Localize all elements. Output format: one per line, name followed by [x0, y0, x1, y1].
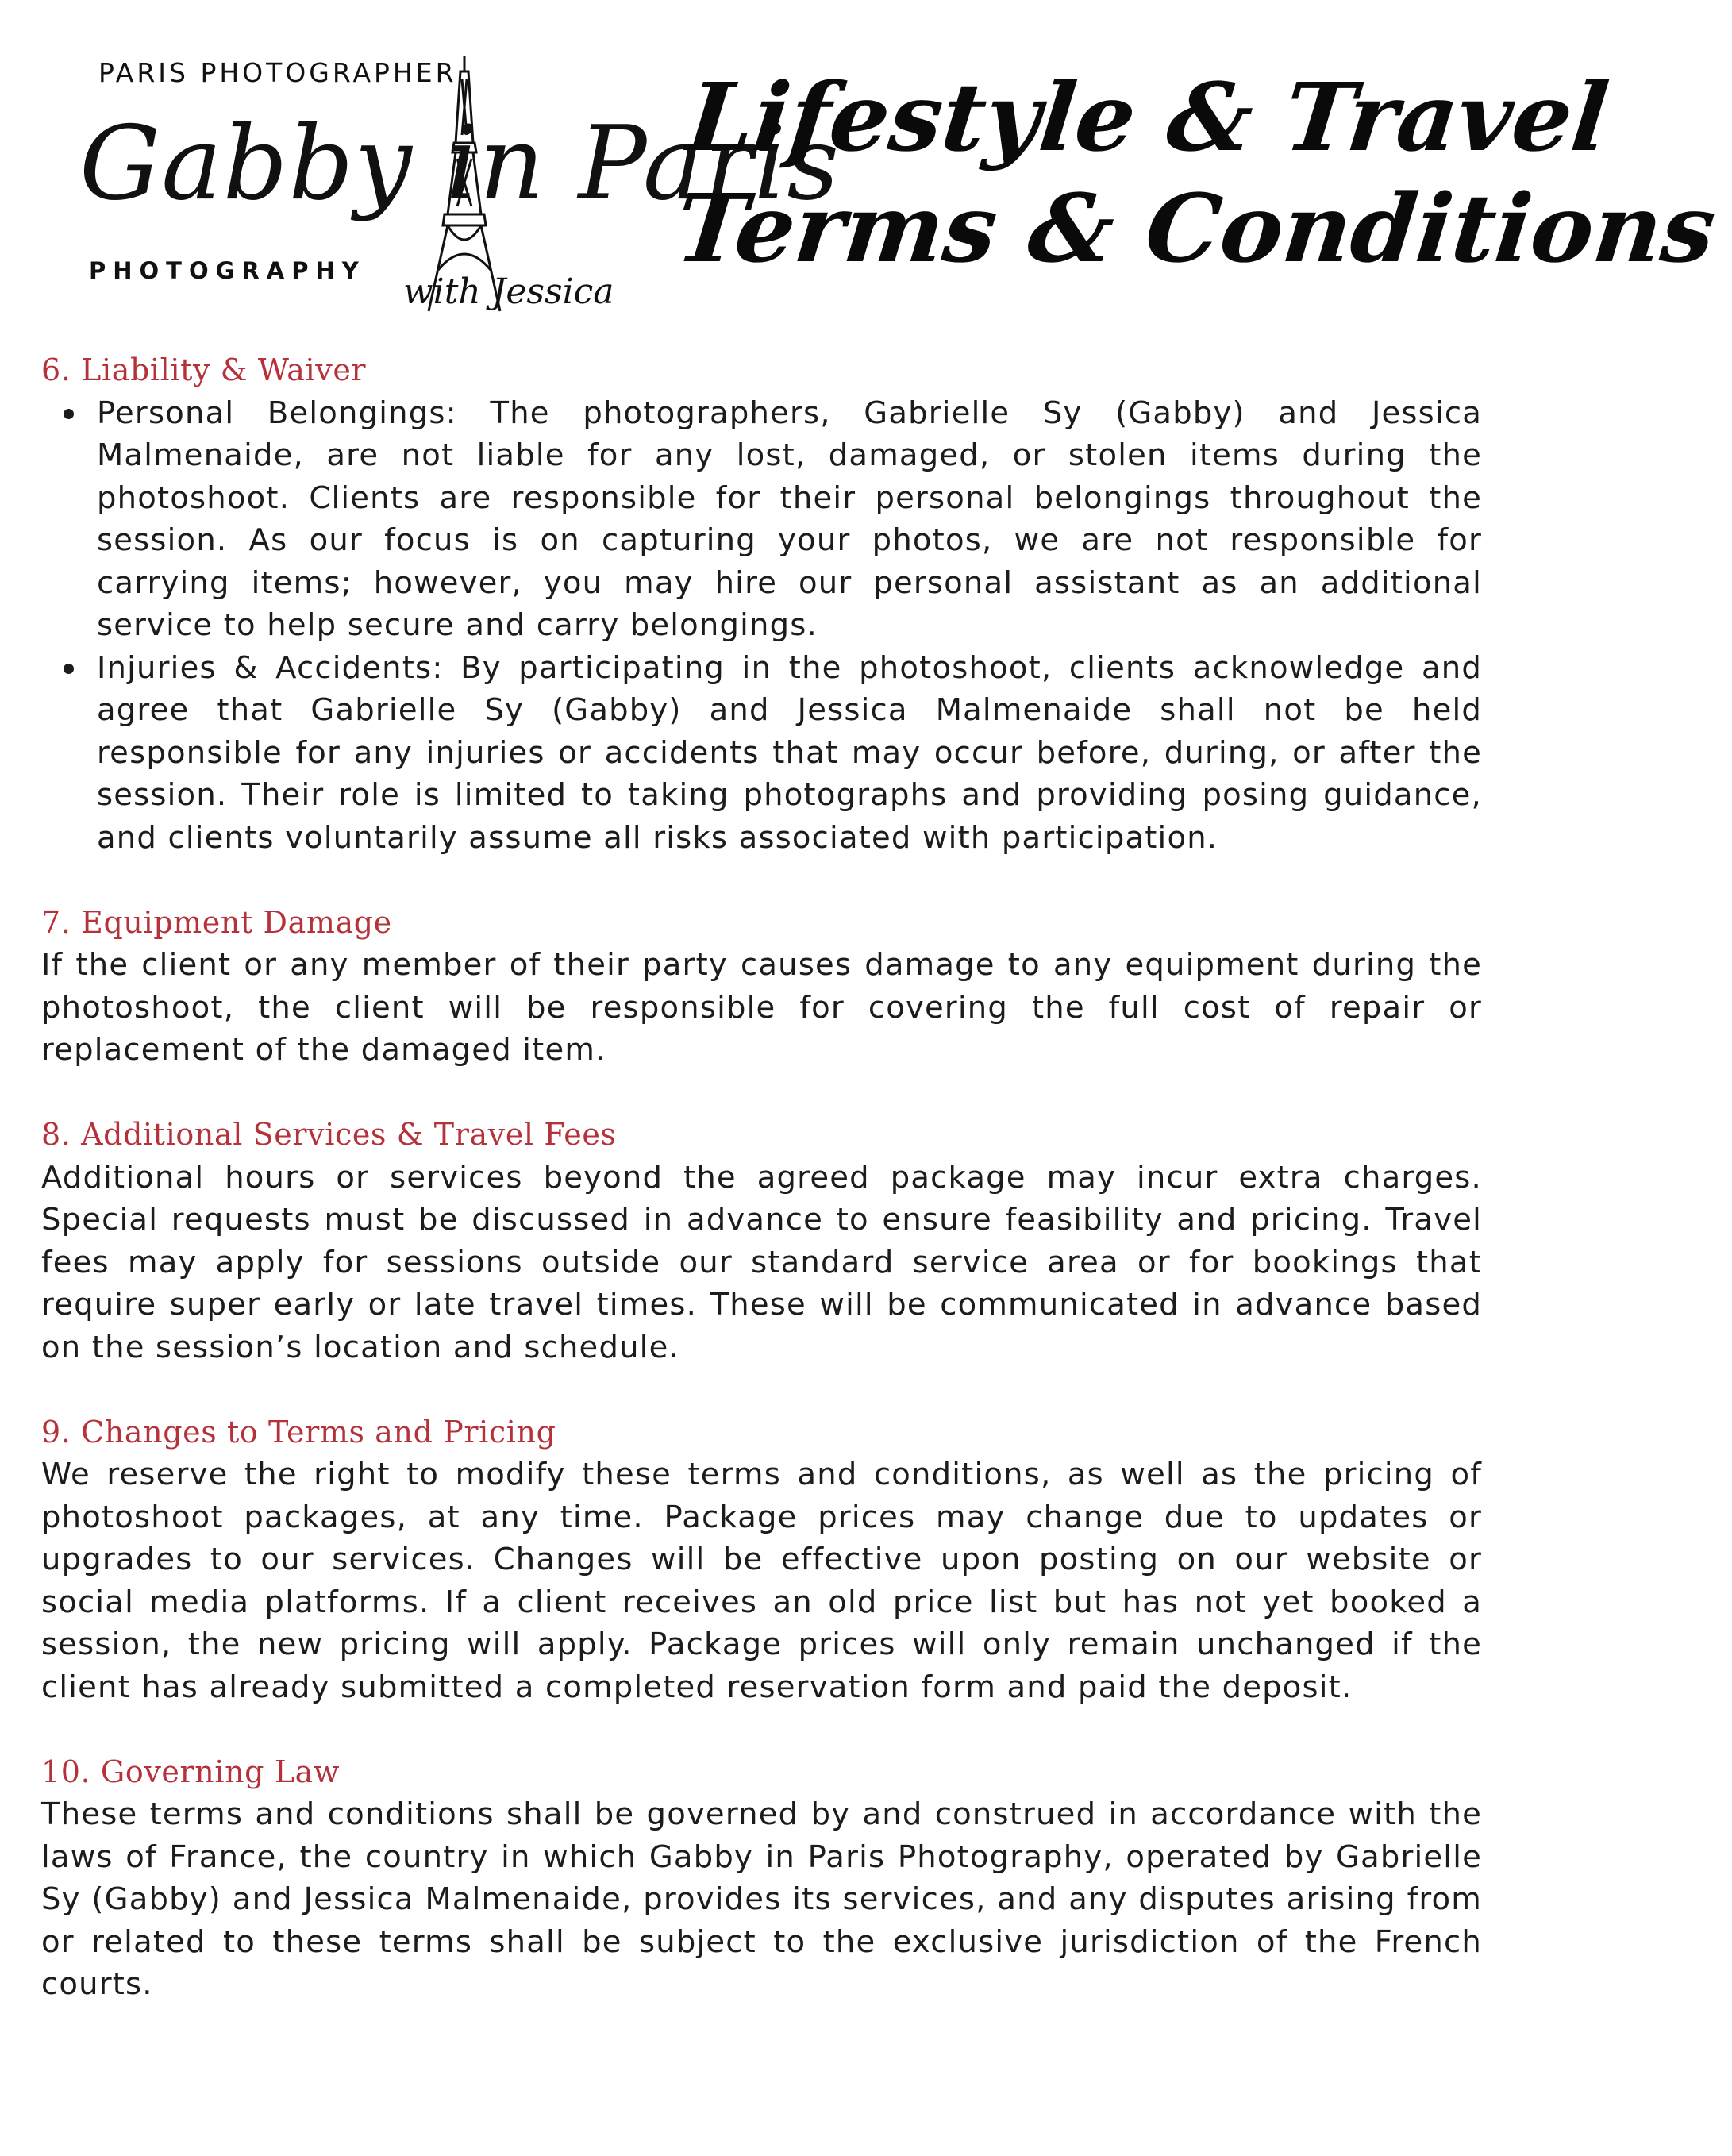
section-title-law: 10. Governing Law: [41, 1754, 340, 1789]
section-body-equipment: If the client or any member of their party causes damage to any equipment during the photoshoot, the client will be responsible for covering the full cost of repair or replacement of the damaged item.: [41, 947, 1482, 1068]
section-equipment: [41, 902, 1482, 1072]
section-body-additional: Additional hours or services beyond the agreed package may incur extra charges. Special requests must be discussed in advance to ensure feasibility and pricing. Travel fees may apply for sessions outside our standard service area or for bookings that require super early or late travel times. These will be communicated in advance based on the session’s location and schedule.: [41, 1159, 1482, 1365]
bullet-personal-belongings: Personal Belongings: The photographers, Gabrielle Sy (Gabby) and Jessica Malmenaide, are not liable for any lost, damaged, or stolen items during the photoshoot. Clients are responsible for their personal belongings throughout the session. As our focus is on capturing your photos, we are not responsible for carrying items; however, you may hire our personal assistant as an additional service to help secure and carry belongings.: [41, 392, 1482, 647]
section-title-equipment: 7. Equipment Damage: [41, 904, 392, 940]
section-law: [41, 1751, 1482, 2006]
logo-script-name: Gabby in Paris: [79, 105, 840, 223]
section-body-law: These terms and conditions shall be governed by and construed in accordance with the laws of France, the country in which Gabby in Paris Photography, operated by Gabrielle Sy (Gabby) and Jessica Malmenaide, provides its services, and any disputes arising from or related to these terms shall be subject to the exclusive jurisdiction of the French courts.: [41, 1796, 1482, 2002]
liability-bullet-list: [41, 392, 1482, 860]
brand-logo: [71, 49, 840, 343]
document-title: [671, 62, 1721, 284]
logo-subtitle: PHOTOGRAPHY: [89, 257, 366, 284]
header: [0, 0, 1721, 349]
bullet-injuries-accidents: Injuries & Accidents: By participating in the photoshoot, clients acknowledge and agree that Gabrielle Sy (Gabby) and Jessica Malmenaide shall not be held responsible for any injuries or accidents that may occur before, during, or after the session. Their role is limited to taking photographs and providing posing guidance, and clients voluntarily assume all risks associated with participation.: [41, 647, 1482, 860]
logo-with-jessica: with Jessica: [403, 271, 614, 312]
section-title-additional: 8. Additional Services & Travel Fees: [41, 1117, 617, 1152]
title-line-2: Terms & Conditions: [671, 173, 1721, 283]
section-changes: [41, 1411, 1482, 1709]
section-additional: [41, 1114, 1482, 1369]
terms-content: [41, 349, 1482, 2048]
section-title-changes: 9. Changes to Terms and Pricing: [41, 1414, 556, 1450]
section-body-changes: We reserve the right to modify these terms and conditions, as well as the pricing of photoshoot packages, at any time. Package prices may change due to updates or upgrades to our services. Changes will be effective upon posting on our website or social media platforms. If a client receives an old price list but has not yet booked a session, the new pricing will apply. Package prices will only remain unchanged if the client has already submitted a completed reservation form and paid the deposit.: [41, 1457, 1482, 1705]
title-line-1: Lifestyle & Travel: [683, 62, 1614, 172]
logo-tagline: PARIS PHOTOGRAPHER: [98, 57, 457, 88]
section-liability: [41, 349, 1482, 859]
section-title-liability: 6. Liability & Waiver: [41, 352, 367, 387]
